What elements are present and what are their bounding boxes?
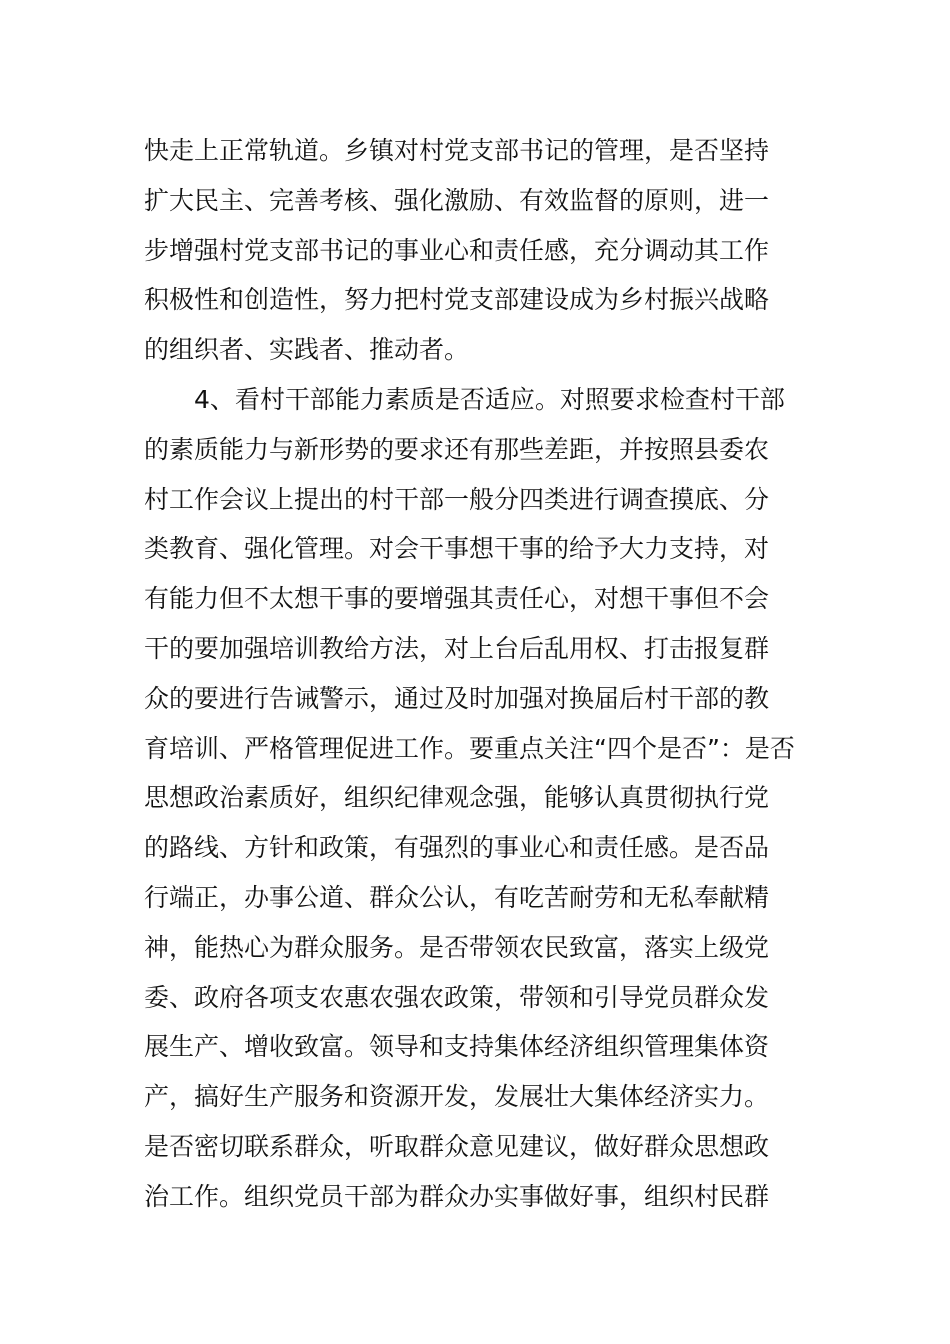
body-text bbox=[144, 126, 814, 1222]
text-line: 众的要进行告诫警示，通过及时加强对换届后村干部的教 bbox=[144, 683, 770, 713]
text-line: 委、政府各项支农惠农强农政策，带领和引导党员群众发 bbox=[144, 982, 770, 1012]
text-line: 神，能热心为群众服务。是否带领农民致富，落实上级党 bbox=[144, 932, 770, 962]
text-line: 产，搞好生产服务和资源开发，发展壮大集体经济实力。 bbox=[144, 1082, 770, 1112]
text-line: 治工作。组织党员干部为群众办实事做好事，组织村民群 bbox=[144, 1181, 770, 1211]
text-line: 的组织者、实践者、推动者。 bbox=[144, 335, 470, 365]
text-line: 育培训、严格管理促进工作。要重点关注“四个是否”：是否 bbox=[144, 733, 795, 763]
text-line: 干的要加强培训教给方法，对上台后乱用权、打击报复群 bbox=[144, 633, 770, 663]
text-line: 4、看村干部能力素质是否适应。对照要求检查村干部 bbox=[194, 384, 785, 414]
text-line: 行端正，办事公道、群众公认，有吃苦耐劳和无私奉献精 bbox=[144, 882, 770, 912]
text-line: 展生产、增收致富。领导和支持集体经济组织管理集体资 bbox=[144, 1032, 770, 1062]
text-line: 的路线、方针和政策，有强烈的事业心和责任感。是否品 bbox=[144, 833, 770, 863]
text-line: 有能力但不太想干事的要增强其责任心，对想干事但不会 bbox=[144, 584, 770, 614]
text-line: 思想政治素质好，组织纪律观念强，能够认真贯彻执行党 bbox=[144, 783, 770, 813]
text-line: 是否密切联系群众，听取群众意见建议，做好群众思想政 bbox=[144, 1131, 770, 1161]
text-line: 步增强村党支部书记的事业心和责任感，充分调动其工作 bbox=[144, 235, 770, 265]
text-line: 扩大民主、完善考核、强化激励、有效监督的原则，进一 bbox=[144, 185, 770, 215]
text-line: 积极性和创造性，努力把村党支部建设成为乡村振兴战略 bbox=[144, 285, 770, 315]
text-line: 村工作会议上提出的村干部一般分四类进行调查摸底、分 bbox=[144, 484, 770, 514]
text-line: 快走上正常轨道。乡镇对村党支部书记的管理，是否坚持 bbox=[144, 136, 770, 165]
text-line: 类教育、强化管理。对会干事想干事的给予大力支持，对 bbox=[144, 534, 770, 564]
text-line: 的素质能力与新形势的要求还有那些差距，并按照县委农 bbox=[144, 434, 770, 464]
